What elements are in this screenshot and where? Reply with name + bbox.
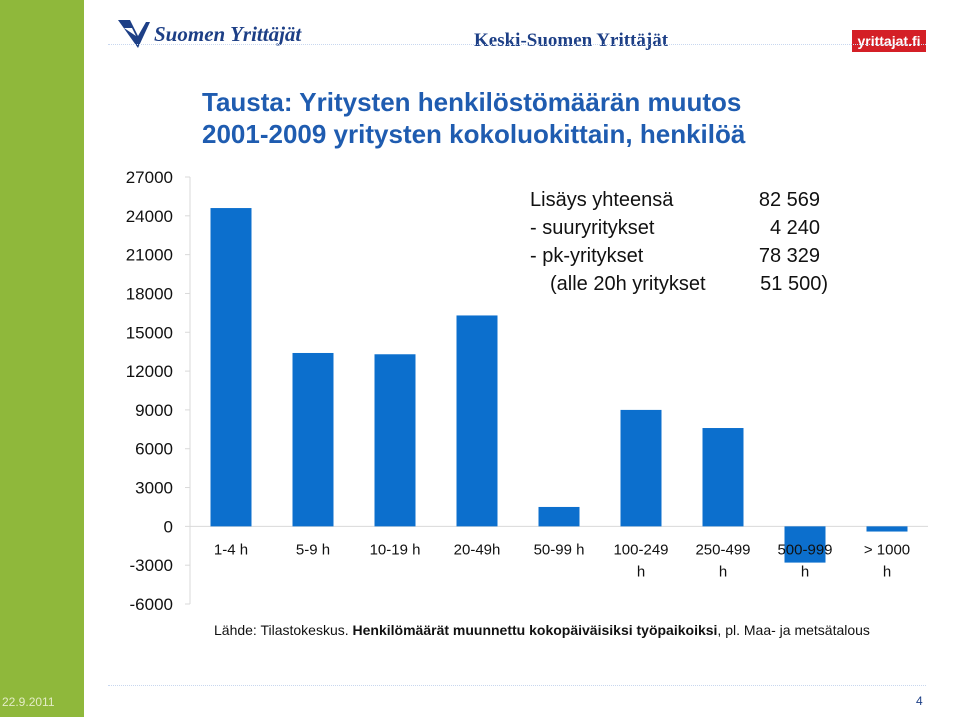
summary-value: 78 329 — [758, 245, 820, 267]
x-tick-label: 500-999 — [777, 541, 833, 559]
summary-value: 4 240 — [769, 217, 820, 239]
bar — [375, 354, 416, 526]
y-tick-label: 24000 — [125, 206, 173, 226]
summary-row-total — [530, 186, 820, 214]
bar — [867, 526, 908, 531]
bar — [703, 428, 744, 526]
bar — [539, 507, 580, 526]
source-bold: Henkilömäärät muunnettu kokopäiväisiksi työpaikoiksi — [352, 622, 718, 638]
summary-box — [530, 186, 828, 298]
bar — [457, 315, 498, 526]
x-tick-label: 5-9 h — [295, 541, 331, 559]
summary-row-large — [530, 214, 820, 242]
x-tick-label: h — [882, 563, 892, 581]
summary-label: - suuryritykset — [530, 217, 655, 239]
y-tick-label: 27000 — [125, 168, 173, 187]
x-tick-label: h — [636, 563, 646, 581]
summary-value: 82 569 — [758, 189, 820, 211]
bar — [293, 353, 334, 526]
summary-label: (alle 20h yritykset — [550, 273, 706, 295]
footer-date: 22.9.2011 — [2, 695, 55, 709]
y-tick-label: -6000 — [129, 595, 173, 614]
y-tick-label: 3000 — [135, 478, 173, 498]
y-tick-label: 9000 — [135, 400, 173, 420]
y-tick-label: 18000 — [125, 284, 173, 304]
y-tick-label: 0 — [163, 517, 173, 537]
x-tick-label: 50-99 h — [533, 541, 585, 559]
header-organization-title: Keski-Suomen Yrittäjät — [474, 30, 669, 51]
source-note — [214, 622, 928, 638]
y-tick-label: -3000 — [129, 556, 173, 576]
x-tick-label: h — [718, 563, 728, 581]
summary-label: Lisäys yhteensä — [530, 189, 674, 211]
x-tick-label: 100-249 — [613, 541, 669, 559]
x-tick-label: 1-4 h — [213, 541, 249, 559]
slide-title-line-1: Tausta: Yritysten henkilöstömäärän muutos — [202, 87, 742, 117]
slide-title-line-2: 2001-2009 yritysten kokoluokittain, henkilöä — [202, 119, 746, 149]
page-number: 4 — [916, 694, 923, 708]
source-suffix: , pl. Maa- ja metsätalous — [717, 622, 870, 638]
y-tick-label: 15000 — [125, 323, 173, 343]
yrittajat-fi-logo: yrittajat.fi — [852, 30, 926, 52]
y-tick-label: 6000 — [135, 439, 173, 459]
y-tick-label: 12000 — [125, 362, 173, 382]
y-tick-label: 21000 — [125, 245, 173, 265]
footer-divider — [108, 685, 926, 686]
x-tick-label: h — [800, 563, 810, 581]
source-prefix: Lähde: Tilastokeskus. — [214, 622, 353, 638]
x-tick-label: 20-49h — [453, 541, 501, 559]
summary-row-small — [530, 270, 828, 298]
bar — [621, 410, 662, 526]
summary-value: 51 500) — [760, 273, 828, 295]
summary-label: - pk-yritykset — [530, 245, 644, 267]
x-tick-label: > 1000 — [863, 541, 911, 559]
summary-row-sme — [530, 242, 820, 270]
bar — [211, 208, 252, 526]
logo-left-text: Suomen Yrittäjät — [154, 21, 302, 46]
x-tick-label: 10-19 h — [369, 541, 421, 559]
x-tick-label: 250-499 — [695, 541, 751, 559]
